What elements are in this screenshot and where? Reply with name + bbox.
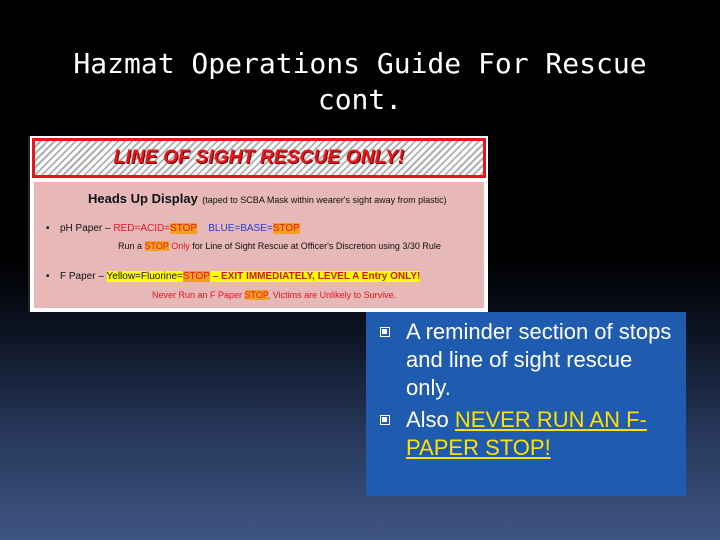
reminder-textbox (366, 312, 686, 496)
f-exit-warning: – EXIT IMMEDIATELY, LEVEL A Entry ONLY! (209, 271, 421, 282)
f-yellow-fluorine: Yellow=Fluorine= (106, 271, 183, 282)
reminder-text: A reminder section of stops and line of sight rescue only. (406, 319, 672, 400)
title-line-2: cont. (317, 83, 403, 116)
ph-blue-base: BLUE=BASE= (208, 223, 273, 234)
ph-stop-1: STOP (170, 223, 198, 234)
line-of-sight-banner (32, 138, 486, 178)
never-run-f-paper-link[interactable]: NEVER RUN AN F-PAPER STOP! (406, 407, 647, 460)
square-bullet-icon (380, 327, 390, 337)
panel-heading-note: (taped to SCBA Mask within wearer's sight away from plastic) (202, 195, 447, 205)
f-note-stop: STOP (244, 290, 268, 300)
f-label: F Paper – (60, 271, 107, 282)
slide-title (40, 46, 680, 118)
title-line-1: Hazmat Operations Guide For Rescue (73, 47, 647, 80)
list-item (376, 406, 678, 462)
ph-red-acid: RED=ACID= (113, 223, 171, 234)
also-text: Also (406, 407, 455, 432)
ph-note-post: for Line of Sight Rescue at Officer's Discretion using 3/30 Rule (189, 241, 441, 251)
ph-paper-line (46, 223, 300, 234)
ph-note-pre: Run a (118, 241, 145, 251)
f-note-post: , Victims are Unlikely to Survive. (267, 290, 397, 300)
f-paper-note (152, 290, 396, 300)
ph-label: pH Paper – (60, 223, 114, 234)
square-bullet-icon (380, 415, 390, 425)
figure-border (28, 136, 30, 312)
panel-heading (88, 190, 447, 208)
display-panel (34, 182, 484, 308)
list-item (376, 318, 678, 402)
ph-stop-2: STOP (272, 223, 300, 234)
heads-up-display-image (28, 136, 488, 312)
banner-text: LINE OF SIGHT RESCUE ONLY! (113, 147, 405, 168)
panel-heading-title: Heads Up Display (88, 191, 198, 206)
bullet-icon: • (46, 223, 50, 234)
f-note-pre: Never Run an F Paper (152, 290, 245, 300)
ph-paper-note (118, 241, 441, 251)
ph-note-only: Only (168, 241, 190, 251)
bullet-icon: • (46, 271, 50, 282)
f-paper-line (46, 271, 420, 282)
f-stop: STOP (182, 271, 210, 282)
ph-note-stop: STOP (144, 241, 169, 251)
